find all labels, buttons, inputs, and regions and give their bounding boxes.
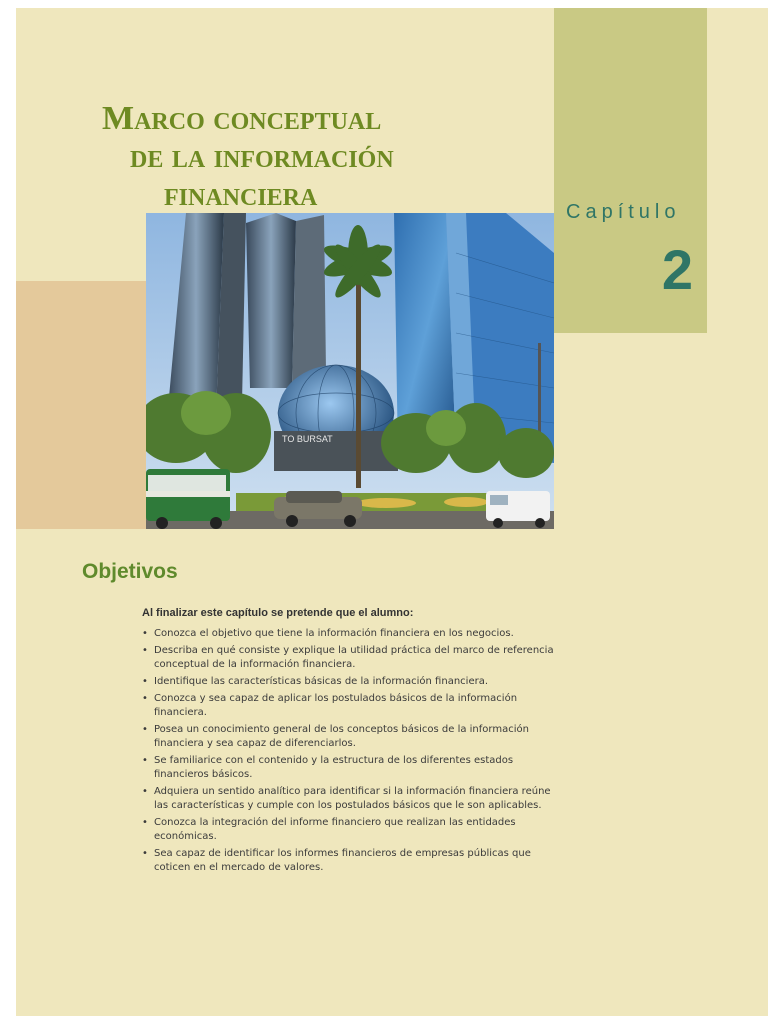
decorative-band [16,281,146,529]
chapter-photo [146,213,554,529]
bullet: • [142,817,148,828]
objective-item [142,785,554,813]
bullet: • [142,645,148,656]
objective-item [142,675,554,689]
title-line-2: de la información [130,138,394,175]
objectives-heading: Objetivos [82,560,178,583]
bullet: • [142,755,148,766]
bullet: • [142,724,148,735]
objective-text: Describa en qué consiste y explique la utilidad práctica del marco de referencia conceptual de la información financiera. [154,645,554,670]
objective-text: Conozca el objetivo que tiene la información financiera en los negocios. [154,628,514,639]
objective-item [142,644,554,672]
book-page [16,8,768,1016]
objective-text: Sea capaz de identificar los informes financieros de empresas públicas que coticen en el mercado de valores. [154,848,531,873]
objective-item [142,692,554,720]
objective-text: Identifique las características básicas de la información financiera. [154,676,489,687]
chapter-box [554,8,707,333]
building-sign-text: TO BURSAT [282,434,333,444]
objective-text: Adquiera un sentido analítico para identificar si la información financiera reúne las características y cumple con los postulados básicos que le son aplicables. [154,786,551,811]
chapter-number: 2 [661,238,693,301]
bullet: • [142,848,148,859]
objective-item [142,816,554,844]
objectives-intro: Al finalizar este capítulo se pretende que el alumno: [142,607,414,619]
bullet: • [142,676,148,687]
objective-text: Conozca y sea capaz de aplicar los postulados básicos de la información financiera. [154,693,518,718]
bullet: • [142,628,148,639]
objective-text: Posea un conocimiento general de los conceptos básicos de la información financiera y sea capaz de diferenciarlos. [154,724,529,749]
bullet: • [142,786,148,797]
objective-item [142,754,554,782]
objective-item [142,627,554,641]
objective-text: Conozca la integración del informe financiero que realizan las entidades económicas. [154,817,516,842]
objectives-section [142,606,554,878]
title-line-1: Marco conceptual [102,100,382,137]
objective-item [142,847,554,875]
bullet: • [142,693,148,704]
objective-item [142,723,554,751]
chapter-label: Capítulo [566,201,681,223]
chapter-title [102,100,394,214]
objectives-list [142,627,554,875]
objective-text: Se familiarice con el contenido y la estructura de los diferentes estados financieros básicos. [154,755,514,780]
title-line-3: financiera [164,176,318,213]
